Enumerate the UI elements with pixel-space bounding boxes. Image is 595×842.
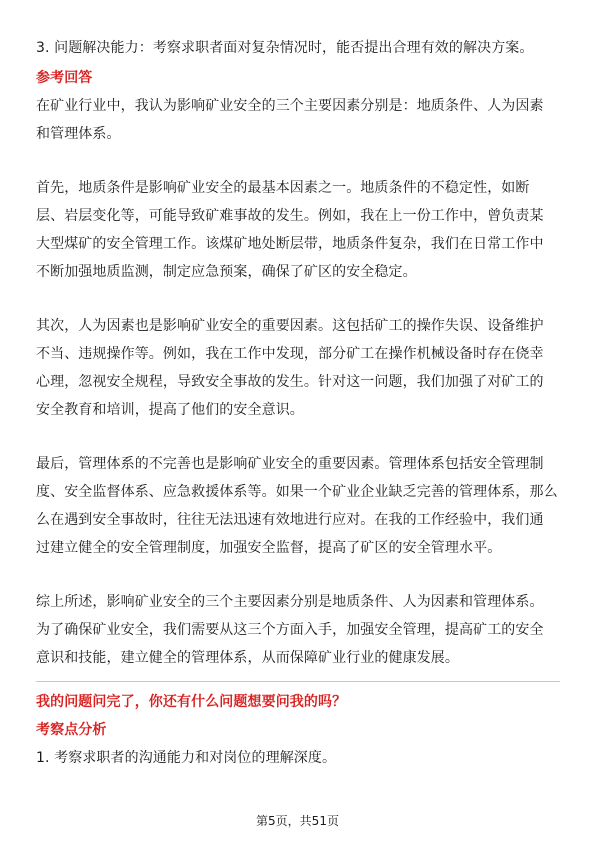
paragraph-line: 过建立健全的安全管理制度，加强安全监督，提高了矿区的安全管理水平。	[36, 540, 502, 556]
paragraph-line: 安全教育和培训，提高了他们的安全意识。	[36, 402, 304, 418]
section-divider	[36, 681, 560, 682]
paragraph-summary	[36, 588, 560, 672]
paragraph-line: 最后，管理体系的不完善也是影响矿业安全的重要因素。管理体系包括安全管理制	[36, 456, 544, 472]
page-number: 第5页，共51页	[256, 814, 339, 828]
next-question-heading: 我的问题问完了，你还有什么问题想要问我的吗？	[36, 694, 347, 710]
paragraph-line: 其次，人为因素也是影响矿业安全的重要因素。这包括矿工的操作失误、设备维护	[36, 318, 544, 334]
question-3: 3. 问题解决能力：考察求职者面对复杂情况时，能否提出合理有效的解决方案。	[36, 40, 534, 56]
paragraph-line: 首先，地质条件是影响矿业安全的最基本因素之一。地质条件的不稳定性，如断	[36, 180, 530, 196]
analysis-heading: 考察点分析	[36, 722, 107, 738]
paragraph-human-factors	[36, 312, 560, 424]
analysis-item: 1. 考察求职者的沟通能力和对岗位的理解深度。	[36, 750, 337, 766]
answer-intro	[36, 92, 560, 148]
paragraph-line: 意识和技能，建立健全的管理体系，从而保障矿业行业的健康发展。	[36, 650, 459, 666]
reference-answer-heading: 参考回答	[36, 70, 93, 86]
paragraph-management	[36, 450, 560, 562]
paragraph-line: 不断加强地质监测，制定应急预案，确保了矿区的安全稳定。	[36, 264, 417, 280]
paragraph-geology	[36, 174, 560, 286]
paragraph-line: 度、安全监督体系、应急救援体系等。如果一个矿业企业缺乏完善的管理体系，那么	[36, 484, 558, 500]
page-content	[36, 34, 560, 772]
paragraph-line: 层、岩层变化等，可能导致矿难事故的发生。例如，我在上一份工作中，曾负责某	[36, 208, 544, 224]
paragraph-line: 不当、违规操作等。例如，我在工作中发现，部分矿工在操作机械设备时存在侥幸	[36, 346, 544, 362]
paragraph-line: 么在遇到安全事故时，往往无法迅速有效地进行应对。在我的工作经验中，我们通	[36, 512, 544, 528]
paragraph-line: 大型煤矿的安全管理工作。该煤矿地处断层带，地质条件复杂，我们在日常工作中	[36, 236, 544, 252]
paragraph-line: 为了确保矿业安全，我们需要从这三个方面入手，加强安全管理，提高矿工的安全	[36, 622, 544, 638]
paragraph-line: 综上所述，影响矿业安全的三个主要因素分别是地质条件、人为因素和管理体系。	[36, 594, 544, 610]
answer-intro-line: 和管理体系。	[36, 126, 121, 142]
paragraph-line: 心理，忽视安全规程，导致安全事故的发生。针对这一问题，我们加强了对矿工的	[36, 374, 544, 390]
answer-intro-line: 在矿业行业中，我认为影响矿业安全的三个主要因素分别是：地质条件、人为因素	[36, 98, 544, 114]
